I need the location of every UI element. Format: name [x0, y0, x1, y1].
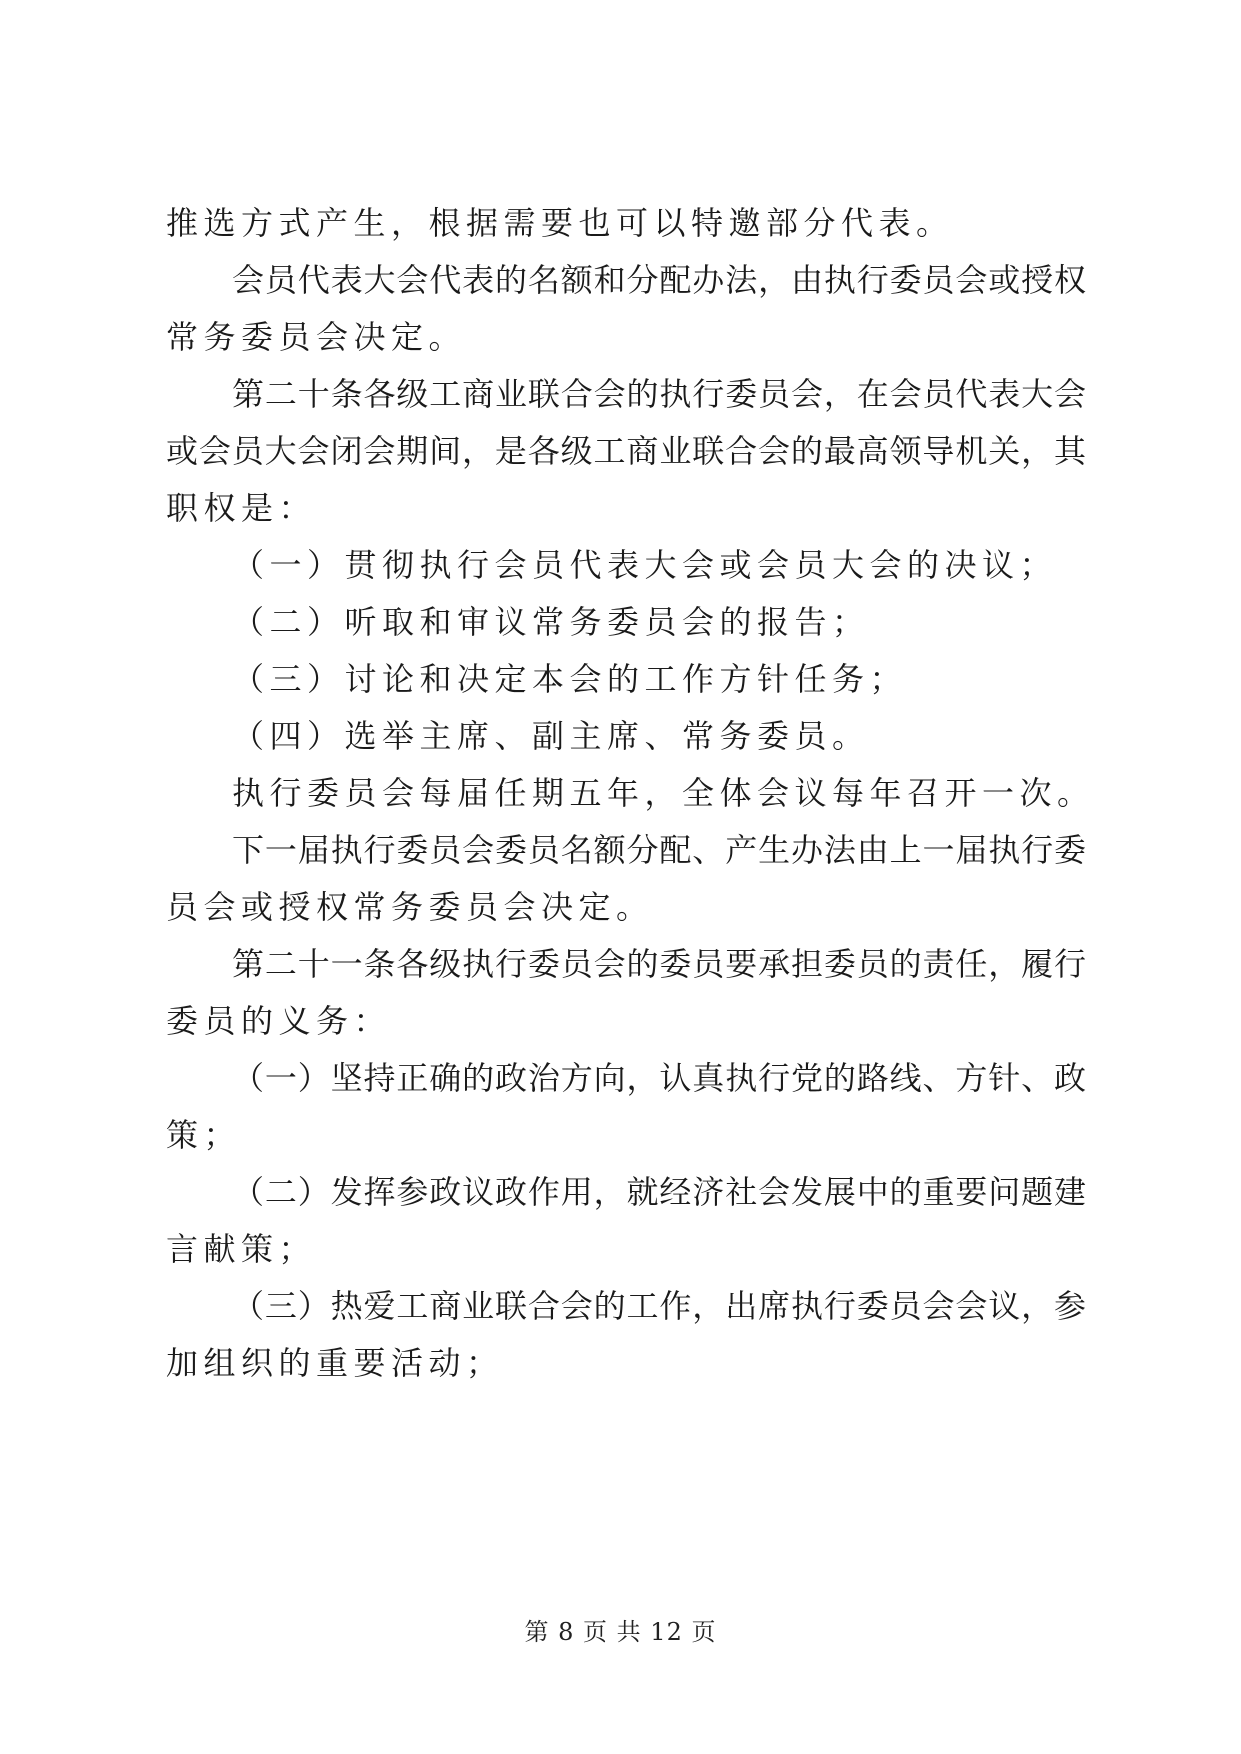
- text-line: 会员代表大会代表的名额和分配办法，由执行委员会或授权: [232, 261, 1086, 299]
- text-line: 职权是：: [166, 489, 317, 527]
- page-number-footer: 第 8 页 共 12 页: [524, 1618, 717, 1646]
- text-line: 常务委员会决定。: [166, 318, 467, 356]
- list-item: （四）选举主席、副主席、常务委员。: [232, 717, 870, 755]
- list-item: （一）坚持正确的政治方向，认真执行党的路线、方针、政: [232, 1059, 1086, 1097]
- text-line: 推选方式产生，根据需要也可以特邀部分代表。: [166, 204, 954, 242]
- list-item: （三）热爱工商业联合会的工作，出席执行委员会会议，参: [232, 1287, 1086, 1325]
- document-body: [166, 195, 1095, 1392]
- list-item: （二）发挥参政议政作用，就经济社会发展中的重要问题建: [232, 1173, 1086, 1211]
- text-line: 加组织的重要活动；: [166, 1344, 504, 1382]
- text-line: 委员的义务：: [166, 1002, 392, 1040]
- text-line: 员会或授权常务委员会决定。: [166, 888, 654, 926]
- text-line: 言献策；: [166, 1230, 317, 1268]
- text-line: 执行委员会每届任期五年，全体会议每年召开一次。: [232, 774, 1095, 812]
- text-line: 第二十条各级工商业联合会的执行委员会，在会员代表大会: [232, 375, 1086, 413]
- text-line: 第二十一条各级执行委员会的委员要承担委员的责任，履行: [232, 945, 1086, 983]
- text-line: 策；: [166, 1116, 242, 1154]
- list-item: （一）贯彻执行会员代表大会或会员大会的决议；: [232, 546, 1058, 584]
- list-item: （二）听取和审议常务委员会的报告；: [232, 603, 870, 641]
- text-line: 或会员大会闭会期间，是各级工商业联合会的最高领导机关，其: [166, 432, 1086, 470]
- text-line: 下一届执行委员会委员名额分配、产生办法由上一届执行委: [232, 831, 1086, 869]
- list-item: （三）讨论和决定本会的工作方针任务；: [232, 660, 908, 698]
